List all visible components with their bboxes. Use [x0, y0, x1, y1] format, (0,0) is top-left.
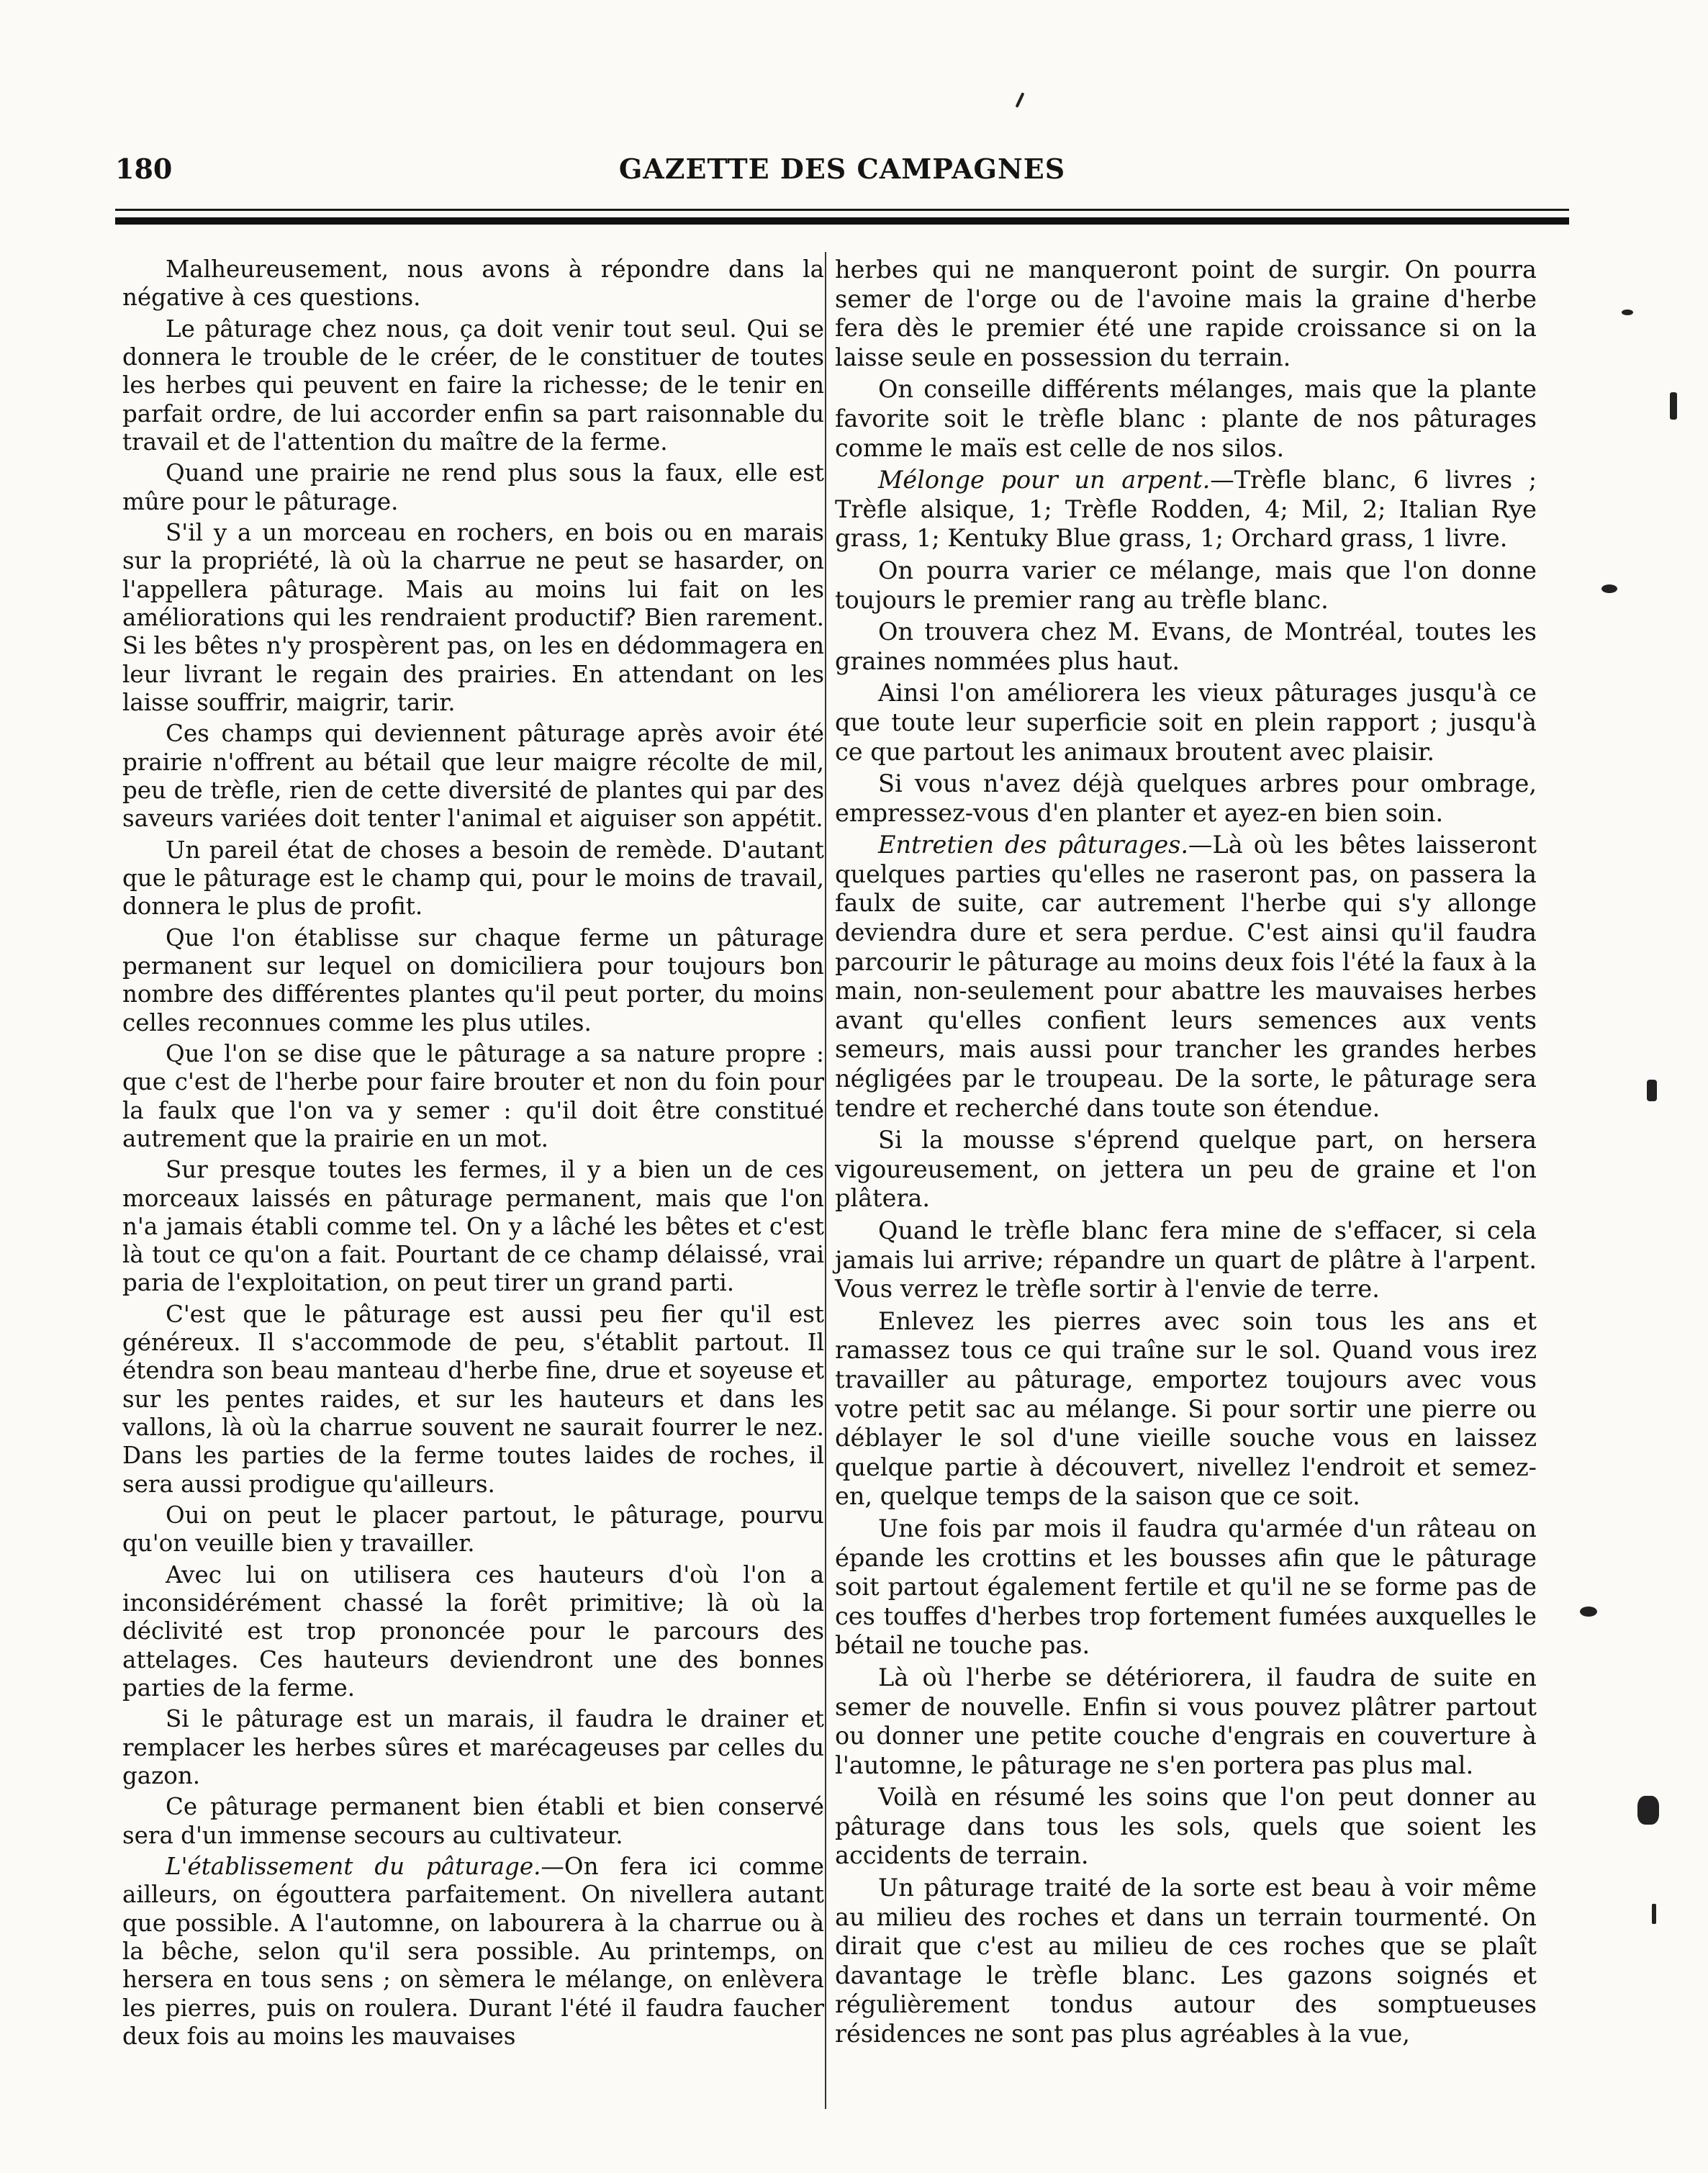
paragraph: [122, 924, 824, 1037]
paragraph-text: Le pâturage chez nous, ça doit venir tout seul. Qui se donnera le trouble de le créer, de le constituer de toutes les herbes qui peuvent en faire la richesse; de le tenir en parfait ordre, de lui accorder enfin sa part raisonnable du travail et de l'attention du maître de la ferme.: [122, 315, 824, 456]
paragraph-text: Que l'on se dise que le pâturage a sa nature propre : que c'est de l'herbe pour faire brouter et non du foin pour la faulx que l'on va y semer : qu'il doit être constitué autrement que la prairie en un mot.: [122, 1039, 824, 1152]
paragraph-text: Voilà en résumé les soins que l'on peut donner au pâturage dans tous les sols, quels que soient les accidents de terrain.: [835, 1783, 1537, 1870]
paragraph: [835, 679, 1537, 767]
paragraph: [835, 256, 1537, 372]
paragraph: [835, 1216, 1537, 1304]
paragraph: [122, 519, 824, 717]
paragraph-text: —On fera ici comme ailleurs, on égouttera parfaitement. On nivellera autant que possible. A l'automne, on labourera à la charrue ou à la bêche, selon qu'il sera possible. Au printemps, on hersera en tous sens ; on sèmera le mélange, on enlèvera les pierres, puis on roulera. Durant l'été il faudra faucher deux fois au moins les mauvaises: [122, 1853, 825, 2051]
paragraph: [122, 315, 824, 457]
paragraph-text: Avec lui on utilisera ces hauteurs d'où l'on a inconsidérément chassé la forêt primitive; là où la déclivité est trop prononcée pour le parcours des attelages. Ces hauteurs deviendront une des bonnes parties de la ferme.: [122, 1560, 824, 1702]
paragraph: [835, 618, 1537, 676]
paragraph: [835, 1663, 1537, 1780]
scan-speck: [1670, 392, 1677, 420]
paragraph-text: Quand une prairie ne rend plus sous la faux, elle est mûre pour le pâturage.: [122, 459, 824, 515]
paragraph: [122, 836, 824, 921]
paragraph-text: On trouvera chez M. Evans, de Montréal, toutes les graines nommées plus haut.: [835, 618, 1537, 675]
paragraph: [835, 1874, 1537, 2049]
paragraph: [835, 1783, 1537, 1871]
paragraph-text: On conseille différents mélanges, mais que la plante favorite soit le trèfle blanc : plante de nos pâturages comme le maïs est celle de nos silos.: [835, 375, 1537, 462]
right-column: [835, 256, 1537, 2052]
scan-speck: [1647, 1080, 1657, 1101]
paragraph: [122, 459, 824, 516]
header-rule-thick: [115, 217, 1569, 225]
paragraph-text: Malheureusement, nous avons à répondre dans la négative à ces questions.: [122, 256, 824, 312]
scan-speck: [1580, 1607, 1597, 1617]
paragraph-text: Là où l'herbe se détériorera, il faudra de suite en semer de nouvelle. Enfin si vous pouvez plâtrer partout ou donner une petite couche d'engrais en couverture à l'automne, le pâturage ne s'en portera pas plus mal.: [835, 1663, 1537, 1779]
paragraph-text: Si vous n'avez déjà quelques arbres pour ombrage, empressez-vous d'en planter et ayez-en bien soin.: [835, 769, 1537, 827]
paragraph: [835, 1307, 1537, 1512]
paragraph-text: Si le pâturage est un marais, il faudra le drainer et remplacer les herbes sûres et marécageuses par celles du gazon.: [122, 1705, 824, 1790]
paragraph-text: Ainsi l'on améliorera les vieux pâturages jusqu'à ce que toute leur superficie soit en plein rapport ; jusqu'à ce que partout les animaux broutent avec plaisir.: [835, 679, 1537, 766]
paragraph: [122, 1853, 824, 2051]
paragraph-text: Ce pâturage permanent bien établi et bien conservé sera d'un immense secours au cultivateur.: [122, 1793, 824, 1849]
paragraph: [835, 1126, 1537, 1214]
column-divider: [825, 252, 826, 2109]
paragraph: [122, 1793, 824, 1850]
paragraph: [122, 1040, 824, 1153]
scan-speck: [1637, 1796, 1659, 1825]
paragraph-text: Si la mousse s'éprend quelque part, on hersera vigoureusement, on jettera un peu de graine et l'on plâtera.: [835, 1126, 1537, 1213]
paragraph: [122, 1156, 824, 1298]
paragraph: [835, 769, 1537, 828]
paragraph-text: Enlevez les pierres avec soin tous les ans et ramassez tous ce qui traîne sur le sol. Quand vous irez travailler au pâturage, emportez toujours avec vous votre petit sac au mélange. Si pour sortir une pierre ou déblayer le sol d'une vieille souche vous en laissez quelque partie à découvert, nivellez l'endroit et semez-en, quelque temps de la saison que ce soit.: [835, 1306, 1537, 1511]
paragraph: [122, 1561, 824, 1703]
scan-speck: [1016, 92, 1025, 108]
paragraph-text: Que l'on établisse sur chaque ferme un pâturage permanent sur lequel on domiciliera pour toujours bon nombre des différentes plantes qu'il peut porter, du moins celles reconnues comme les plus utiles.: [122, 923, 824, 1036]
paragraph-text: Ces champs qui deviennent pâturage après avoir été prairie n'offrent au bétail que leur maigre récolte de mil, peu de trèfle, rien de cette diversité de plantes qui par des saveurs variées doit tenter l'animal et aiguiser son appétit.: [122, 720, 824, 833]
page-number: 180: [115, 153, 173, 185]
paragraph: [835, 556, 1537, 615]
paragraph-text: Un pâturage traité de la sorte est beau à voir même au milieu des roches et dans un terrain tourmenté. On dirait que c'est au milieu de ces roches que se plaît davantage le trèfle blanc. Les gazons soignés et régulièrement tondus autour des somptueuses résidences ne sont pas plus agréables à la vue,: [835, 1874, 1537, 2048]
paragraph: [835, 831, 1537, 1123]
left-column: [122, 256, 824, 2054]
paragraph: [835, 375, 1537, 463]
paragraph: [122, 720, 824, 833]
section-title: Mélonge pour un arpent.: [878, 466, 1211, 494]
paragraph-text: —Là où les bêtes laisseront quelques parties qu'elles ne raseront pas, on passera la faulx de suite, car autrement l'herbe qui s'y allonge deviendra dure et sera perdue. C'est ainsi qu'il faudra parcourir le pâturage au moins deux fois l'été la faux à la main, non-seulement pour abattre les mauvaises herbes avant qu'elles confient leurs semences aux vents semeurs, mais aussi pour trancher les grandes herbes négligées par le troupeau. De la sorte, le pâturage sera tendre et recherché dans toute son étendue.: [835, 831, 1537, 1122]
paragraph-text: Oui on peut le placer partout, le pâturage, pourvu qu'on veuille bien y travailler.: [122, 1501, 824, 1558]
paragraph: [122, 1301, 824, 1499]
paragraph-text: C'est que le pâturage est aussi peu fier qu'il est généreux. Il s'accommode de peu, s'établit partout. Il étendra son beau manteau d'herbe fine, drue et soyeuse et sur les pentes raides, et sur les hauteurs et dans les vallons, là où la charrue souvent ne saurait fourrer le nez. Dans les parties de la ferme toutes laides de roches, il sera aussi prodigue qu'ailleurs.: [122, 1300, 824, 1498]
paragraph-text: —Trèfle blanc, 6 livres ; Trèfle alsique, 1; Trèfle Rodden, 4; Mil, 2; Italian Rye grass, 1; Kentuky Blue grass, 1; Orchard grass, 1 livre.: [835, 466, 1537, 553]
paragraph: [835, 466, 1537, 554]
section-title: L'établissement du pâturage.: [166, 1853, 541, 1881]
page-header: [115, 153, 1569, 196]
scan-speck: [1622, 310, 1633, 315]
paragraph-text: On pourra varier ce mélange, mais que l'on donne toujours le premier rang au trèfle blanc.: [835, 556, 1537, 614]
paragraph-text: S'il y a un morceau en rochers, en bois ou en marais sur la propriété, là où la charrue ne peut se hasarder, on l'appellera pâturage. Mais au moins lui fait on les améliorations qui les rendraient productif? Bien rarement. Si les bêtes n'y prospèrent pas, on les en dédommagera en leur livrant le regain des prairies. En attendant on les laisse souffrir, maigrir, tarir.: [122, 518, 824, 716]
paragraph-text: herbes qui ne manqueront point de surgir. On pourra semer de l'orge ou de l'avoine mais la graine d'herbe fera dès le premier été une rapide croissance si on la laisse seule en possession du terrain.: [835, 256, 1537, 371]
scan-speck: [1601, 584, 1617, 593]
paragraph-text: Une fois par mois il faudra qu'armée d'un râteau on épande les crottins et les bousses afin que le pâturage soit partout également fertile et qu'il ne se forme pas de ces touffes d'herbes trop fortement fumées auxquelles le bétail ne touche pas.: [835, 1514, 1537, 1660]
paragraph: [122, 1705, 824, 1790]
paragraph: [835, 1514, 1537, 1661]
section-title: Entretien des pâturages.: [878, 831, 1189, 859]
paragraph-text: Sur presque toutes les fermes, il y a bien un de ces morceaux laissés en pâturage permanent, mais que l'on n'a jamais établi comme tel. On y a lâché les bêtes et c'est là tout ce qu'on a fait. Pourtant de ce champ délaissé, vrai paria de l'exploitation, on peut tirer un grand parti.: [122, 1156, 824, 1297]
paragraph: [122, 256, 824, 312]
header-rule-thin: [115, 209, 1569, 211]
scan-speck: [1652, 1904, 1656, 1924]
paragraph: [122, 1501, 824, 1558]
running-title: GAZETTE DES CAMPAGNES: [618, 153, 1066, 185]
paragraph-text: Quand le trèfle blanc fera mine de s'effacer, si cela jamais lui arrive; répandre un quart de plâtre à l'arpent. Vous verrez le trèfle sortir à l'envie de terre.: [835, 1216, 1537, 1304]
paragraph-text: Un pareil état de choses a besoin de remède. D'autant que le pâturage est le champ qui, pour le moins de travail, donnera le plus de profit.: [122, 836, 824, 921]
